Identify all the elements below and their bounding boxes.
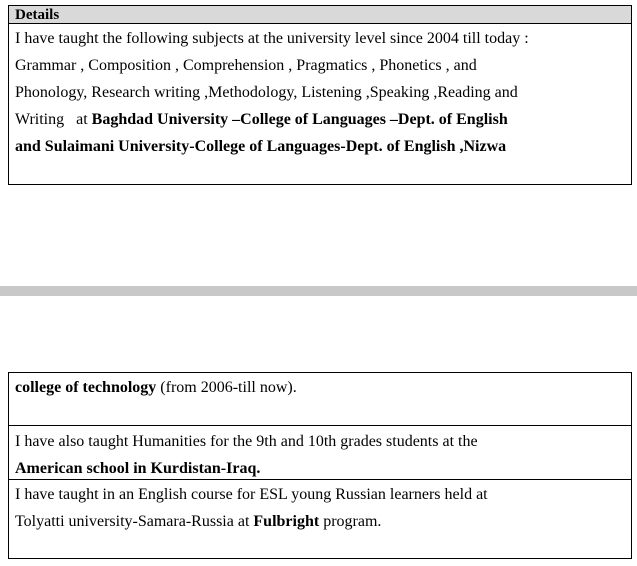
details-content-cell [9,24,631,160]
continued-table [8,372,632,559]
details-line-4-bold: Baghdad University –College of Languages –Dept. of English [91,111,508,128]
details-header: Details [15,7,60,23]
details-table [8,5,632,185]
details-line-5 [15,133,625,160]
college-bold: college of technology [15,379,157,396]
russia-line-2 [15,508,625,535]
american-line-2 [15,455,625,482]
russia-prefix: Tolyatti university-Samara-Russia at [15,513,254,530]
russia-line-1: I have taught in an English course for ESL young Russian learners held at [15,486,488,503]
details-header-cell [9,6,631,24]
details-line-2: Grammar , Composition , Comprehension , Pragmatics , Phonetics , and [15,57,477,74]
russia-suffix: program. [319,513,382,530]
russia-row [9,480,631,535]
american-school-row [9,426,631,480]
details-line-5-bold: and Sulaimani University-College of Languages-Dept. of English ,Nizwa [15,138,507,155]
college-text: (from 2006-till now). [156,379,297,396]
american-bold: American school in Kurdistan-Iraq. [15,460,261,477]
american-line-1: I have also taught Humanities for the 9th and 10th grades students at the [15,433,478,450]
details-line-3: Phonology, Research writing ,Methodology, Listening ,Speaking ,Reading and [15,84,518,101]
russia-bold: Fulbright [253,513,320,530]
page-separator [0,286,637,296]
details-line-4-prefix: Writing at [15,111,92,128]
details-line-4 [15,106,625,133]
college-line [15,374,625,401]
details-line-1: I have taught the following subjects at the university level since 2004 till today : [15,30,529,47]
college-row [9,373,631,426]
